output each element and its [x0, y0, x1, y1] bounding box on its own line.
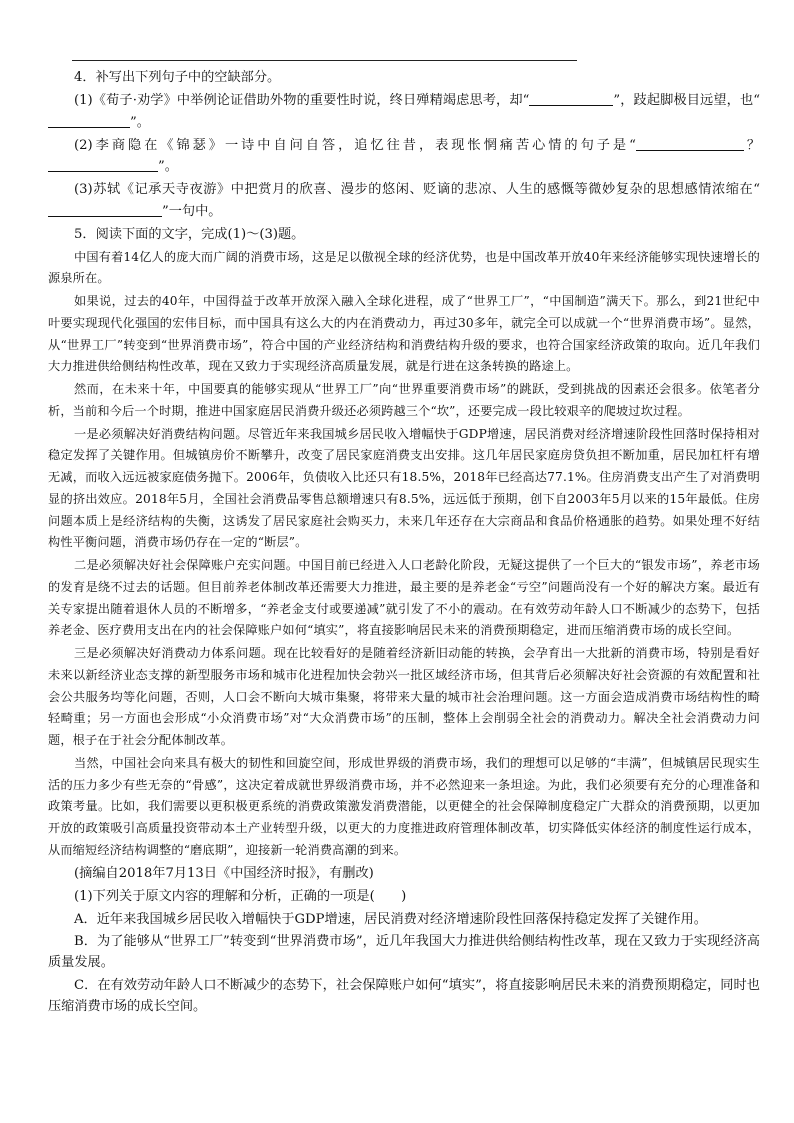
question-4-item-3: [48, 179, 760, 222]
option-c[interactable]: C．在有效劳动年龄人口不断减少的态势下，社会保障账户如何“填实”，将直接影响居民未来的消费预期稳定，同时也压缩消费市场的成长空间。: [48, 977, 760, 1014]
q4-s1c: ”。: [130, 114, 150, 130]
passage-paragraph: 然而，在未来十年，中国要真的能够实现从“世界工厂”向“世界重要消费市场”的跳跃，受到挑战的因素还会很多。依笔者分析，当前和今后一个时期，推进中国家庭居民消费升级还必须跨越三个“坎”，还要完成一段比较艰辛的爬坡过坎过程。: [48, 382, 760, 418]
passage-source: (摘编自2018年7月13日《中国经济时报》，有删改): [74, 865, 374, 881]
q4-s3a: (3)苏轼《记承天寺夜游》中把赏月的欣喜、漫步的悠闲、贬谪的悲凉、人生的感慨等微妙复杂的思想感情浓缩在“: [74, 182, 760, 197]
fill-blank[interactable]: [48, 158, 158, 172]
passage-paragraph: 三是必须解决好消费动力体系问题。现在比较看好的是随着经济新旧动能的转换，会孕育出一大批新的消费市场，特别是看好未来以新经济业态支撑的新型服务市场和城市化进程加快会勃兴一批区域经济市场，但其背后必须解决好社会资源的有效配置和社会公共服务均等化问题，否则，人口会不断向大城市集聚，将带来大量的城市社会治理问题。这一方面会造成消费市场结构性的畸轻畸重；另一方面也会形成“小众消费市场”对“大众消费市场”的压制，整体上会削弱全社会的消费动力。解决全社会消费动力问题，根子在于社会分配体制改革。: [48, 646, 760, 747]
fill-blank[interactable]: [48, 202, 162, 216]
fill-blank[interactable]: [636, 136, 744, 150]
question-4-title: 4．补写出下列句子中的空缺部分。: [74, 70, 281, 85]
passage-paragraph: 当然，中国社会向来具有极大的韧性和回旋空间，形成世界级的消费市场，我们的理想可以足够的“丰满”，但城镇居民现实生活的压力多少有些无奈的“骨感”，这决定着成就世界级消费市场，并不必然迎来一条坦途。为此，我们必须要有充分的心理准备和政策考量。比如，我们需要以更积极更系统的消费政策激发消费潜能，以更健全的社会保障制度稳定广大群众的消费预期，以更加开放的政策吸引高质量投资带动本土产业转型升级，以更大的力度推进政府管理体制改革，切实降低实体经济的制度性运行成本，从而缩短经济结构调整的“磨底期”，迎接新一轮消费高潮的到来。: [48, 755, 760, 857]
header-rule: [72, 60, 577, 61]
question-5-title: 5．阅读下面的文字，完成(1)～(3)题。: [74, 226, 305, 242]
q4-s3b: ”一句中。: [162, 203, 222, 219]
passage-paragraph: 如果说，过去的40年，中国得益于改革开放深入融入全球化进程，成了“世界工厂”，“中国制造”满天下。那么，到21世纪中叶要实现现代化强国的宏伟目标，而中国具有这么大的内在消费动力，再过30多年，就完全可以成就一个“世界消费市场”。显然，从“世界工厂”转变到“世界消费市场”，符合中国的产业经济结构和消费结构升级的要求，也符合国家经济政策的取向。近几年我们大力推进供给侧结构性改革，现在又致力于实现经济高质量发展，就是行进在这条转换的路途上。: [48, 294, 760, 374]
q4-s1a: (1)《荀子·劝学》中举例论证借助外物的重要性时说，终日殚精竭虑思考，却“: [74, 93, 530, 108]
q4-s2b: ？: [743, 137, 761, 153]
passage-paragraph: 一是必须解决好消费结构问题。尽管近年来我国城乡居民收入增幅快于GDP增速，居民消费对经济增速阶段性回落时保持相对稳定发挥了关键作用。但城镇房价不断攀升，改变了居民家庭消费支出安排。这几年居民家庭房贷负担不断加重，居民加杠杆有增无减，而收入远远被家庭债务抛下。2006年，负债收入比还只有18.5%，2018年已经高达77.1%。住房消费支出产生了对消费明显的挤出效应。2018年5月，全国社会消费品零售总额增速只有8.5%，远远低于预期，创下自2003年5月以来的15年最低。住房问题本质上是经济结构的失衡，这诱发了居民家庭社会购买力，未来几年还存在大宗商品和食品价格通胀的趋势。如果处理不好结构性平衡问题，消费市场仍存在一定的“断层”。: [48, 426, 760, 550]
question-4-item-2: [48, 135, 760, 178]
passage-paragraph: 中国有着14亿人的庞大而广阔的消费市场，这是足以傲视全球的经济优势，也是中国改革开放40年来经济能够实现快速增长的源泉所在。: [48, 249, 760, 286]
option-a[interactable]: A．近年来我国城乡居民收入增幅快于GDP增速，居民消费对经济增速阶段性回落保持稳定发挥了关键作用。: [74, 911, 707, 927]
document-page: [48, 67, 760, 1018]
q4-s2c: ”。: [158, 159, 178, 174]
sub-question-1-stem: (1)下列关于原文内容的理解和分析，正确的一项是( ): [74, 888, 407, 904]
question-4-item-1: [48, 90, 760, 133]
fill-blank[interactable]: [48, 113, 130, 127]
q4-s1b: ”，跂起脚极目远望，也“: [613, 93, 760, 108]
passage-paragraph: 二是必须解决好社会保障账户充实问题。中国目前已经进入人口老龄化阶段，无疑这提供了一个巨大的“银发市场”，养老市场的发育是绕不过去的话题。但目前养老体制改革还需要大力推进，最主要的是养老金“亏空”问题尚没有一个好的解决方案。最近有关专家提出随着退休人员的不断增多，“养老金支付或要递减”就引发了不小的震动。在有效劳动年龄人口不断减少的态势下，包括养老金、医疗费用支出在内的社会保障账户如何“填实”，将直接影响居民未来的消费预期稳定，进而压缩消费市场的成长空间。: [48, 558, 760, 638]
q4-s2a: (2)李商隐在《锦瑟》一诗中自问自答，追忆往昔，表现怅惘痛苦心情的句子是“: [74, 137, 636, 153]
fill-blank[interactable]: [529, 92, 613, 106]
option-b[interactable]: B．为了能够从“世界工厂”转变到“世界消费市场”，近几年我国大力推进供给侧结构性改革，现在又致力于实现经济高质量发展。: [48, 934, 760, 970]
